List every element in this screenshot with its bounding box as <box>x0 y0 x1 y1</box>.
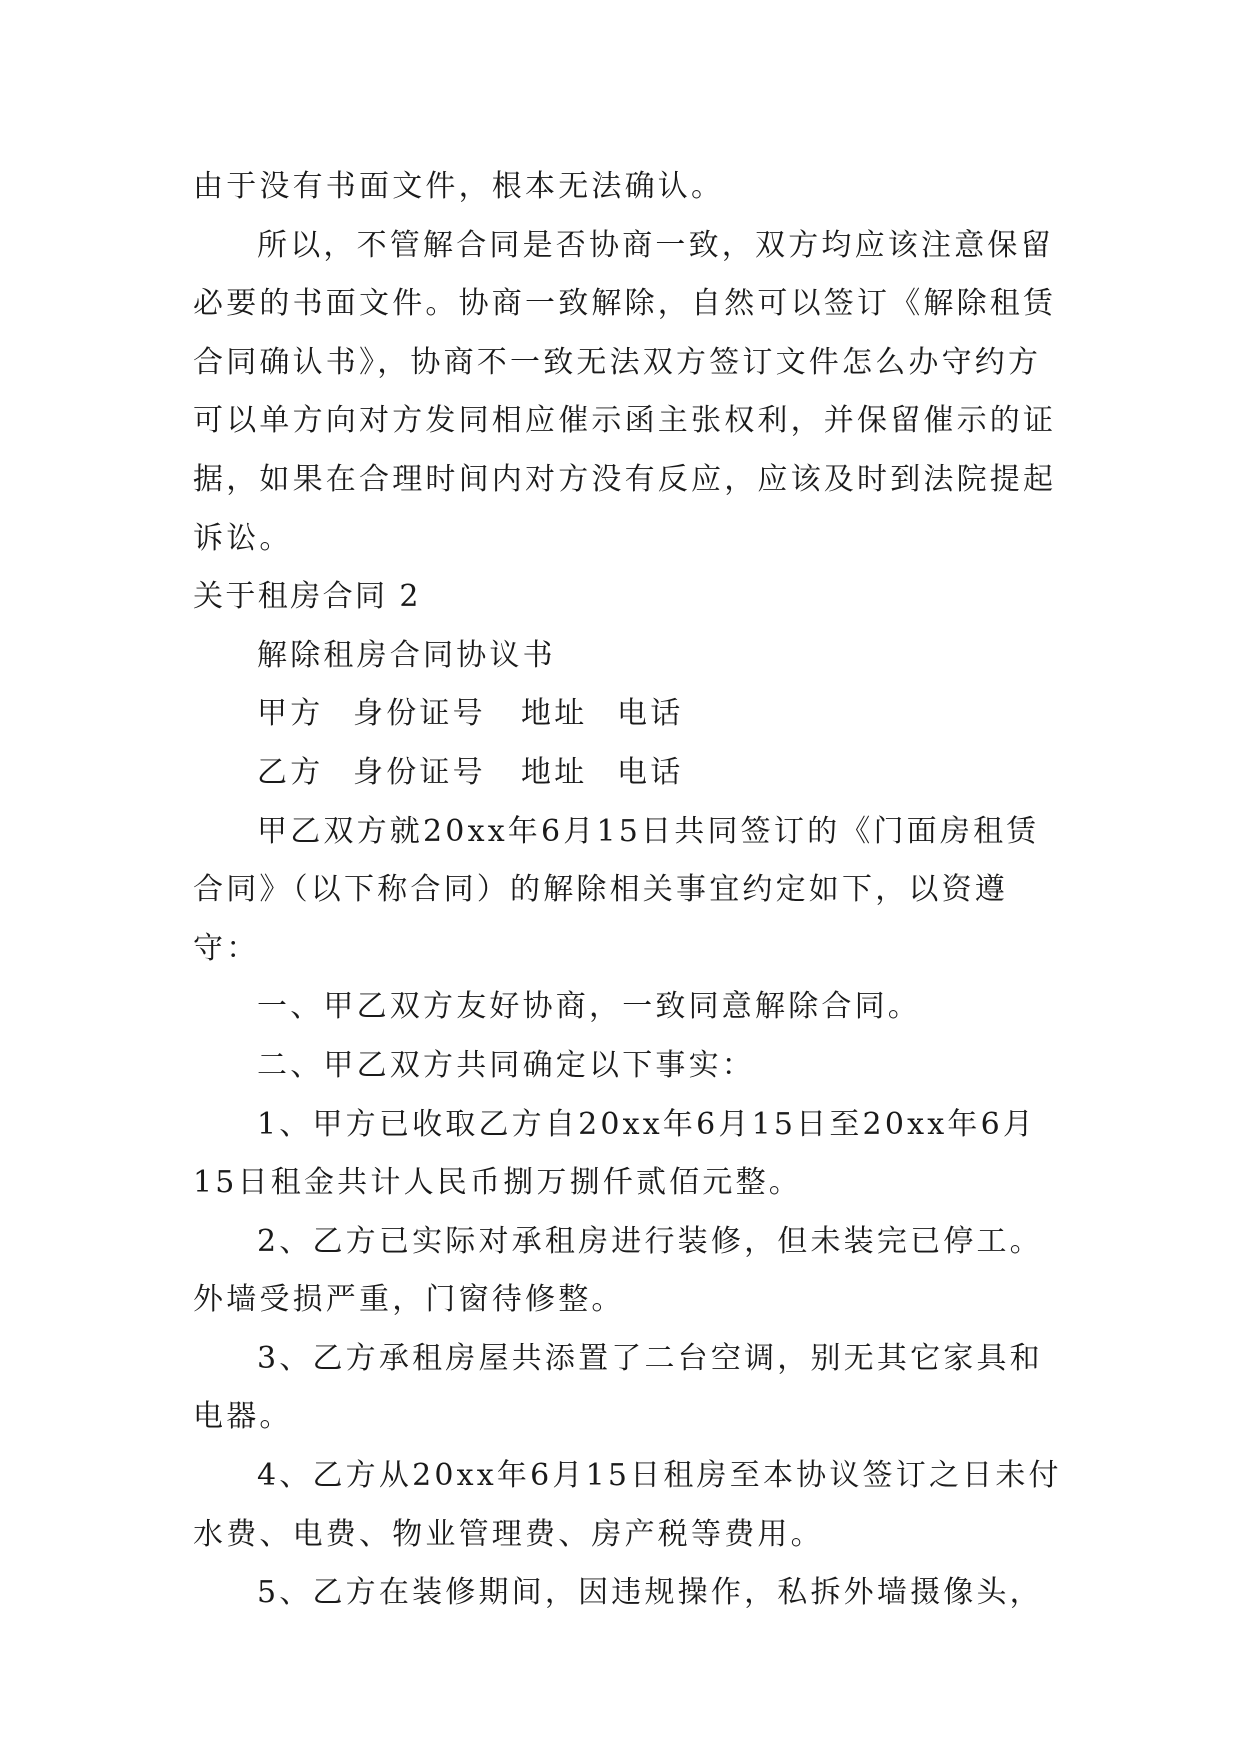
party-a-id-label: 身份证号 <box>353 696 486 732</box>
clause-two: 二、甲乙双方共同确定以下事实： <box>257 1047 755 1083</box>
party-b-phone-label: 电话 <box>617 754 684 790</box>
agreement-intro: 甲乙双方就20xx年6月15日共同签订的《门面房租赁合同》（以下称合同）的解除相关事宜约定如下，以资遵守： <box>193 813 1040 966</box>
clause-one: 一、甲乙双方友好协商，一致同意解除合同。 <box>257 989 921 1025</box>
fact-item-3: 3、乙方承租房屋共添置了二台空调，别无其它家具和电器。 <box>193 1340 1043 1435</box>
agreement-title: 解除租房合同协议书 <box>257 637 556 673</box>
party-a-label: 甲方 <box>257 696 324 732</box>
fact-item-5: 5、乙方在装修期间，因违规操作，私拆外墙摄像头， <box>257 1575 1043 1611</box>
fact-item-1: 1、甲方已收取乙方自20xx年6月15日至20xx年6月15日租金共计人民币捌万捌仟贰佰元整。 <box>193 1106 1037 1201</box>
party-b-id-label: 身份证号 <box>353 754 486 790</box>
party-b-address-label: 地址 <box>521 754 588 790</box>
section-heading: 关于租房合同 2 <box>193 579 421 615</box>
document-body <box>193 158 1063 1623</box>
fact-item-4: 4、乙方从20xx年6月15日租房至本协议签订之日未付水费、电费、物业管理费、房产税等费用。 <box>193 1458 1062 1552</box>
party-a-address-label: 地址 <box>521 696 588 732</box>
party-b-label: 乙方 <box>257 754 324 790</box>
party-b-line <box>193 744 1063 803</box>
paragraph-continuation: 由于没有书面文件，根本无法确认。 <box>193 169 725 204</box>
party-a-phone-label: 电话 <box>617 696 684 732</box>
paragraph-advice: 所以，不管解合同是否协商一致，双方均应该注意保留必要的书面文件。协商一致解除，自然可以签订《解除租赁合同确认书》，协商不一致无法双方签订文件怎么办守约方可以单方向对方发同相应催示函主张权利，并保留催示的证据，如果在合理时间内对方没有反应，应该及时到法院提起诉讼。 <box>193 227 1057 556</box>
party-a-line <box>193 685 1063 744</box>
fact-item-2: 2、乙方已实际对承租房进行装修，但未装完已停工。外墙受损严重，门窗待修整。 <box>193 1223 1043 1318</box>
